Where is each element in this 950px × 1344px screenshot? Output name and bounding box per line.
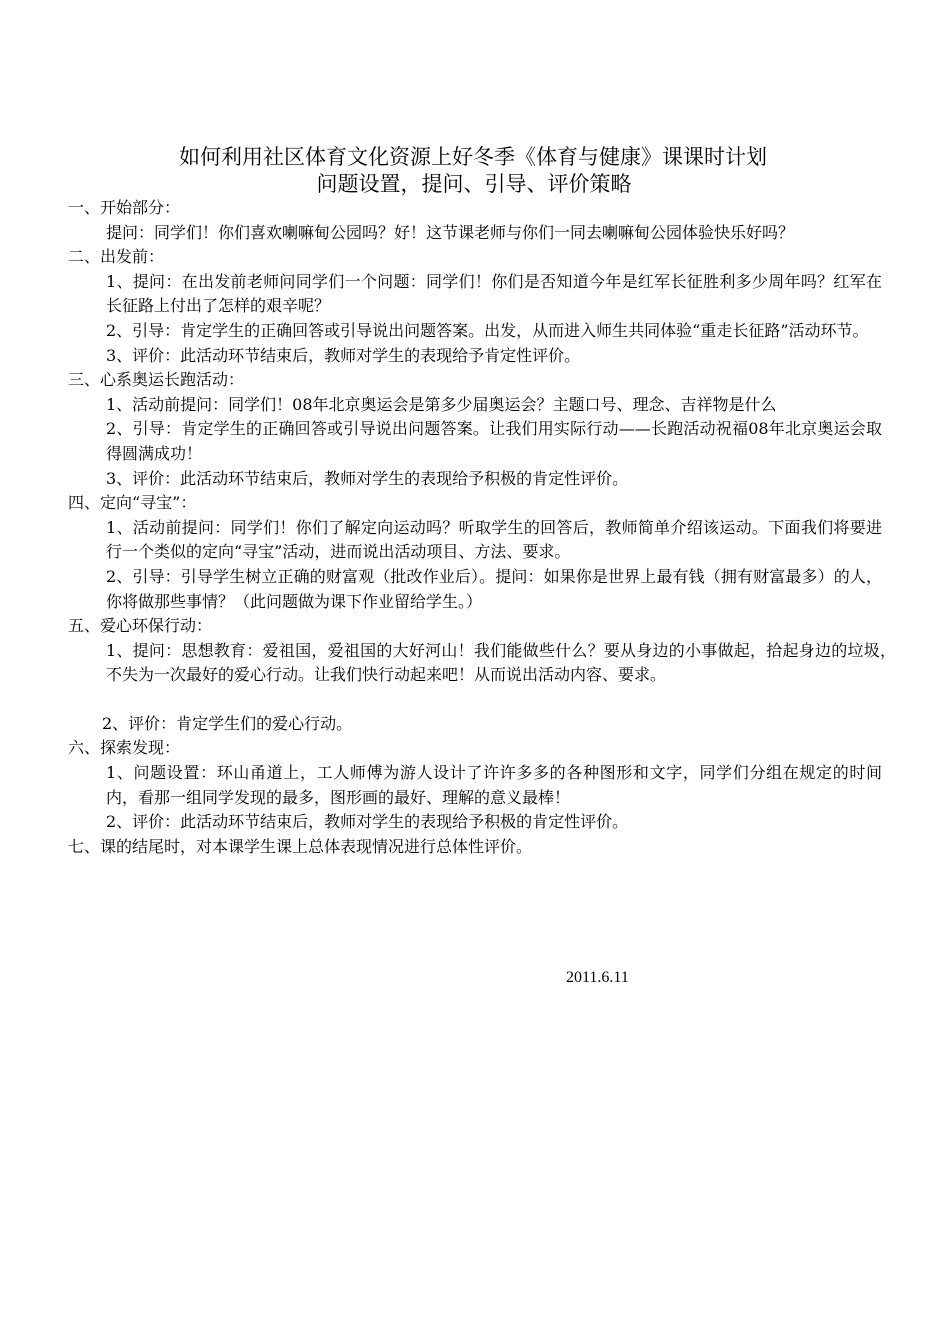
paragraph: 2、评价：肯定学生们的爱心行动。 <box>102 713 353 733</box>
blank-line <box>0 688 950 712</box>
section-heading-olympic-run: 三、心系奥运长跑活动： <box>68 370 245 390</box>
section-heading-eco-action: 五、爱心环保行动： <box>68 616 213 636</box>
document-body <box>0 196 950 859</box>
paragraph: 1、活动前提问：同学们！08年北京奥运会是第多少届奥运会？主题口号、理念、吉祥物是什么 <box>106 394 777 414</box>
paragraph: 1、活动前提问：同学们！你们了解定向运动吗？听取学生的回答后，教师简单介绍该运动。下面我们将要进行一个类似的定向“寻宝”活动，进而说出活动项目、方法、要求。 <box>106 517 882 562</box>
section-heading-treasure-hunt: 四、定向“寻宝”： <box>68 493 197 513</box>
document-date: 2011.6.11 <box>566 969 629 986</box>
paragraph: 1、提问：在出发前老师问同学们一个问题：同学们！你们是否知道今年是红军长征胜利多少周年吗？红军在长征路上付出了怎样的艰辛呢？ <box>106 271 882 316</box>
paragraph: 3、评价：此活动环节结束后，教师对学生的表现给予积极的肯定性评价。 <box>106 468 629 488</box>
paragraph: 提问：同学们！你们喜欢喇嘛甸公园吗？好！这节课老师与你们一同去喇嘛甸公园体验快乐好吗？ <box>106 222 795 242</box>
paragraph: 2、引导：肯定学生的正确回答或引导说出问题答案。出发，从而进入师生共同体验“重走长征路”活动环节。 <box>106 320 869 340</box>
document-subtitle: 问题设置，提问、引导、评价策略 <box>316 172 632 196</box>
paragraph: 2、评价：此活动环节结束后，教师对学生的表现给予积极的肯定性评价。 <box>106 812 629 832</box>
section-heading-exploration: 六、探索发现： <box>68 738 181 758</box>
paragraph: 1、提问：思想教育：爱祖国，爱祖国的大好河山！我们能做些什么？要从身边的小事做起，拾起身边的垃圾，不失为一次最好的爱心行动。让我们快行动起来吧！从而说出活动内容、要求。 <box>106 640 896 685</box>
paragraph: 2、引导：肯定学生的正确回答或引导说出问题答案。让我们用实际行动——长跑活动祝福08年北京奥运会取得圆满成功！ <box>106 419 882 463</box>
section-heading-before-departure: 二、出发前： <box>68 247 165 267</box>
section-heading-start: 一、开始部分： <box>68 198 181 217</box>
paragraph: 3、评价：此活动环节结束后，教师对学生的表现给予肯定性评价。 <box>106 345 581 365</box>
document-title: 如何利用社区体育文化资源上好冬季《体育与健康》课课时计划 <box>179 145 767 169</box>
paragraph: 2、引导：引导学生树立正确的财富观（批改作业后）。提问：如果你是世界上最有钱（拥有财富最多）的人，你将做那些事情？（此问题做为课下作业留给学生。） <box>106 566 882 611</box>
paragraph: 1、问题设置：环山甬道上，工人师傅为游人设计了许许多多的各种图形和文字，同学们分组在规定的时间内，看那一组同学发现的最多，图形画的最好、理解的意义最棒！ <box>106 763 882 807</box>
section-heading-closing: 七、课的结尾时，对本课学生课上总体表现情况进行总体性评价。 <box>68 836 533 856</box>
